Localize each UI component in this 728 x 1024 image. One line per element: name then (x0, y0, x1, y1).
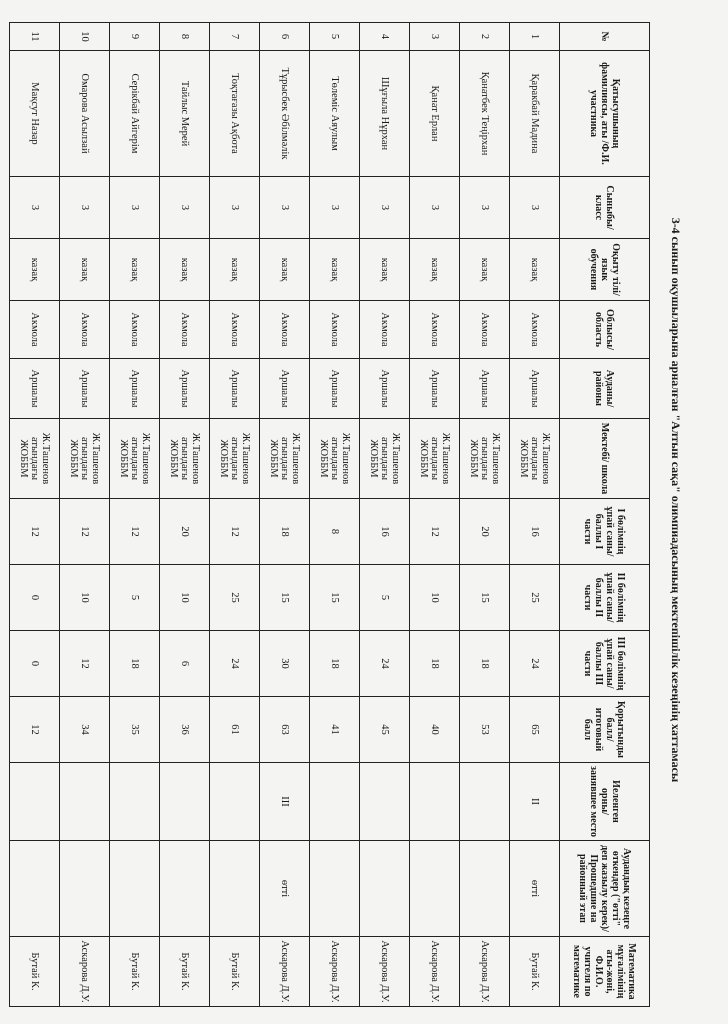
cell-num: 1 (510, 23, 560, 51)
cell-p2: 15 (460, 565, 510, 631)
cell-name: Қанатбек Теңірхан (460, 51, 510, 177)
table-row (110, 23, 160, 1007)
cell-grade: 3 (10, 177, 60, 239)
cell-region: Акмола (360, 301, 410, 359)
cell-grade: 3 (510, 177, 560, 239)
cell-place (310, 763, 360, 841)
cell-grade: 3 (60, 177, 110, 239)
cell-school: Ж.Ташенов атындағы ЖОББМ (460, 419, 510, 499)
cell-region: Акмола (410, 301, 460, 359)
cell-region: Акмола (10, 301, 60, 359)
cell-district: Аршалы (260, 359, 310, 419)
cell-region: Акмола (460, 301, 510, 359)
cell-num: 5 (310, 23, 360, 51)
cell-teacher: Аскарова Д.У. (310, 937, 360, 1007)
cell-grade: 3 (210, 177, 260, 239)
cell-school: Ж.Ташенов атындағы ЖОББМ (10, 419, 60, 499)
cell-lang: казақ (260, 239, 310, 301)
cell-school: Ж.Ташенов атындағы ЖОББМ (210, 419, 260, 499)
cell-grade: 3 (260, 177, 310, 239)
header-p3: III бөлімнің ұпай саны/ баллы III части (560, 631, 650, 697)
cell-p2: 25 (510, 565, 560, 631)
cell-name: Қаракбай Мадина (510, 51, 560, 177)
cell-num: 4 (360, 23, 410, 51)
cell-lang: казақ (460, 239, 510, 301)
header-row (560, 23, 650, 1007)
cell-p3: 18 (410, 631, 460, 697)
cell-name: Мақсут Назар (10, 51, 60, 177)
header-name: Қатысушының фамилиясы, аты /Ф.И. участника (560, 51, 650, 177)
table-row (360, 23, 410, 1007)
cell-p1: 16 (360, 499, 410, 565)
cell-region: Акмола (210, 301, 260, 359)
header-grade: Сыныбы/класс (560, 177, 650, 239)
cell-district: Аршалы (110, 359, 160, 419)
cell-num: 7 (210, 23, 260, 51)
cell-name: Тұрысбек Әбілмәлік (260, 51, 310, 177)
cell-teacher: Бутай К. (510, 937, 560, 1007)
cell-grade: 3 (460, 177, 510, 239)
cell-advance: өтті (510, 841, 560, 937)
cell-advance (160, 841, 210, 937)
cell-teacher: Аскарова Д.У. (60, 937, 110, 1007)
cell-advance (60, 841, 110, 937)
cell-region: Акмола (110, 301, 160, 359)
cell-school: Ж.Ташенов атындағы ЖОББМ (260, 419, 310, 499)
cell-grade: 3 (110, 177, 160, 239)
cell-p3: 6 (160, 631, 210, 697)
cell-district: Аршалы (510, 359, 560, 419)
cell-teacher: Бутай К. (110, 937, 160, 1007)
cell-teacher: Бутай К. (160, 937, 210, 1007)
cell-district: Аршалы (310, 359, 360, 419)
header-region: Облысы/ область (560, 301, 650, 359)
cell-p3: 30 (260, 631, 310, 697)
table-row (510, 23, 560, 1007)
header-place: Иеленген орны/ занявшее место (560, 763, 650, 841)
cell-p1: 12 (60, 499, 110, 565)
cell-p1: 20 (460, 499, 510, 565)
cell-p2: 5 (360, 565, 410, 631)
cell-grade: 3 (160, 177, 210, 239)
cell-name: Төлеміс Аяулым (310, 51, 360, 177)
cell-p2: 25 (210, 565, 260, 631)
cell-lang: казақ (160, 239, 210, 301)
cell-total: 63 (260, 697, 310, 763)
cell-district: Аршалы (160, 359, 210, 419)
cell-lang: казақ (310, 239, 360, 301)
cell-school: Ж.Ташенов атындағы ЖОББМ (160, 419, 210, 499)
cell-p3: 18 (460, 631, 510, 697)
cell-num: 10 (60, 23, 110, 51)
cell-lang: казақ (510, 239, 560, 301)
cell-p1: 18 (260, 499, 310, 565)
cell-region: Акмола (160, 301, 210, 359)
cell-name: Шұғыла Нұрхан (360, 51, 410, 177)
cell-school: Ж.Ташенов атындағы ЖОББМ (310, 419, 360, 499)
cell-total: 61 (210, 697, 260, 763)
header-p1: I бөлімнің ұпай саны/ баллы I части (560, 499, 650, 565)
cell-region: Акмола (60, 301, 110, 359)
cell-teacher: Аскарова Д.У. (460, 937, 510, 1007)
cell-p1: 12 (110, 499, 160, 565)
cell-p2: 10 (410, 565, 460, 631)
document-title: 3-4 сынып оқушыларына арналған "Алтын сақа" олимпиадасының мектепішілік кезеңінің хаттамасы (669, 217, 683, 783)
cell-p2: 15 (310, 565, 360, 631)
cell-advance: өтті (260, 841, 310, 937)
cell-region: Акмола (310, 301, 360, 359)
cell-advance (360, 841, 410, 937)
cell-p2: 10 (160, 565, 210, 631)
cell-school: Ж.Ташенов атындағы ЖОББМ (510, 419, 560, 499)
cell-advance (410, 841, 460, 937)
cell-num: 3 (410, 23, 460, 51)
cell-district: Аршалы (360, 359, 410, 419)
table-row (410, 23, 460, 1007)
cell-advance (460, 841, 510, 937)
cell-region: Акмола (510, 301, 560, 359)
cell-place (460, 763, 510, 841)
cell-num: 8 (160, 23, 210, 51)
table-row (460, 23, 510, 1007)
cell-district: Аршалы (410, 359, 460, 419)
cell-place (210, 763, 260, 841)
table-row (310, 23, 360, 1007)
cell-lang: казақ (210, 239, 260, 301)
table-row (260, 23, 310, 1007)
cell-total: 40 (410, 697, 460, 763)
cell-total: 12 (10, 697, 60, 763)
cell-total: 53 (460, 697, 510, 763)
cell-teacher: Аскарова Д.У. (360, 937, 410, 1007)
table-row (60, 23, 110, 1007)
cell-teacher: Бутай К. (210, 937, 260, 1007)
cell-place (360, 763, 410, 841)
header-district: Ауданы/ районы (560, 359, 650, 419)
cell-lang: казақ (360, 239, 410, 301)
cell-p1: 8 (310, 499, 360, 565)
cell-region: Акмола (260, 301, 310, 359)
cell-school: Ж.Ташенов атындағы ЖОББМ (110, 419, 160, 499)
cell-name: Тоқтағазы Ақбота (210, 51, 260, 177)
cell-lang: казақ (410, 239, 460, 301)
cell-num: 9 (110, 23, 160, 51)
table-row (10, 23, 60, 1007)
cell-grade: 3 (310, 177, 360, 239)
cell-num: 11 (10, 23, 60, 51)
cell-p2: 5 (110, 565, 160, 631)
cell-name: Омарова Асылзай (60, 51, 110, 177)
cell-place (160, 763, 210, 841)
cell-place (110, 763, 160, 841)
table-row (210, 23, 260, 1007)
cell-p3: 12 (60, 631, 110, 697)
cell-p3: 18 (110, 631, 160, 697)
cell-p1: 12 (10, 499, 60, 565)
cell-total: 35 (110, 697, 160, 763)
cell-p3: 24 (510, 631, 560, 697)
cell-place (60, 763, 110, 841)
cell-total: 34 (60, 697, 110, 763)
cell-place (410, 763, 460, 841)
cell-p2: 0 (10, 565, 60, 631)
cell-grade: 3 (410, 177, 460, 239)
cell-p2: 10 (60, 565, 110, 631)
cell-advance (110, 841, 160, 937)
table-row (160, 23, 210, 1007)
header-num: № (560, 23, 650, 51)
cell-place: III (260, 763, 310, 841)
cell-teacher: Аскарова Д.У. (260, 937, 310, 1007)
cell-district: Аршалы (10, 359, 60, 419)
cell-district: Аршалы (460, 359, 510, 419)
cell-lang: казақ (110, 239, 160, 301)
cell-p1: 20 (160, 499, 210, 565)
cell-p3: 0 (10, 631, 60, 697)
header-p2: II бөлімнің ұпай саны/ баллы II части (560, 565, 650, 631)
cell-total: 65 (510, 697, 560, 763)
cell-p1: 12 (410, 499, 460, 565)
cell-p2: 15 (260, 565, 310, 631)
header-school: Мектебі/ школа (560, 419, 650, 499)
cell-school: Ж.Ташенов атындағы ЖОББМ (410, 419, 460, 499)
cell-p1: 16 (510, 499, 560, 565)
cell-teacher: Бутай К. (10, 937, 60, 1007)
cell-p3: 24 (210, 631, 260, 697)
cell-advance (310, 841, 360, 937)
cell-grade: 3 (360, 177, 410, 239)
cell-teacher: Аскарова Д.У. (410, 937, 460, 1007)
cell-place (10, 763, 60, 841)
results-table (9, 22, 650, 1007)
header-advance: Аудандық кезеңге өткендер ("өтті" деп жазылу керек)/ Прошедшие на районный этап (560, 841, 650, 937)
cell-district: Аршалы (210, 359, 260, 419)
cell-district: Аршалы (60, 359, 110, 419)
cell-school: Ж.Ташенов атындағы ЖОББМ (360, 419, 410, 499)
cell-lang: казақ (10, 239, 60, 301)
cell-school: Ж.Ташенов атындағы ЖОББМ (60, 419, 110, 499)
cell-total: 36 (160, 697, 210, 763)
cell-name: Тайлыс Мерей (160, 51, 210, 177)
header-lang: Оқыту тілі/ язык обучения (560, 239, 650, 301)
header-teacher: Математика мұғалімінің аты-жөні, Ф.И.О. учителя по математике (560, 937, 650, 1007)
header-total: Қорытынды балл/ итоговый балл (560, 697, 650, 763)
cell-lang: казақ (60, 239, 110, 301)
cell-advance (210, 841, 260, 937)
cell-total: 45 (360, 697, 410, 763)
cell-name: Қанат Ерлан (410, 51, 460, 177)
cell-p3: 18 (310, 631, 360, 697)
cell-p3: 24 (360, 631, 410, 697)
cell-num: 6 (260, 23, 310, 51)
cell-name: Серікбай Айгерім (110, 51, 160, 177)
cell-num: 2 (460, 23, 510, 51)
cell-place: II (510, 763, 560, 841)
cell-p1: 12 (210, 499, 260, 565)
cell-total: 41 (310, 697, 360, 763)
cell-advance (10, 841, 60, 937)
